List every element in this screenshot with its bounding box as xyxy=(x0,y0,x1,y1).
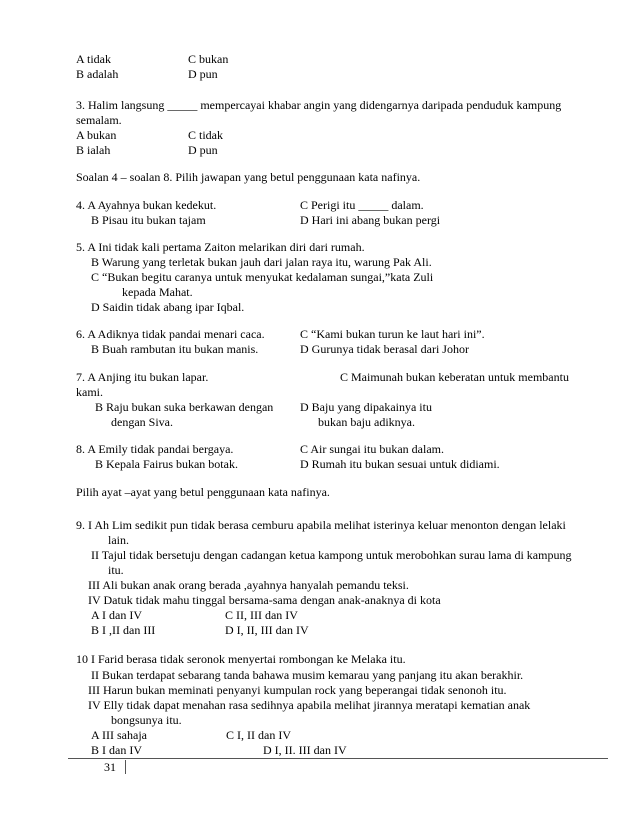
q10-option-c: C I, II dan IV xyxy=(226,728,291,742)
q8-option-a: 8. A Emily tidak pandai bergaya. xyxy=(76,442,234,456)
q9-statement-1-cont: lain. xyxy=(108,533,129,547)
q3-option-c: C tidak xyxy=(188,128,223,142)
q7-option-a: 7. A Anjing itu bukan lapar. xyxy=(76,370,209,384)
section-instruction-2: Pilih ayat –ayat yang betul penggunaan kata nafinya. xyxy=(76,485,330,499)
q9-statement-1: 9. I Ah Lim sedikit pun tidak berasa cemburu apabila melihat isterinya keluar menonton dengan lelaki xyxy=(76,518,566,532)
q10-option-a: A III sahaja xyxy=(91,728,147,742)
q10-statement-4: IV Elly tidak dapat menahan rasa sedihnya apabila melihat jirannya meratapi kematian anak xyxy=(88,698,531,712)
q3-option-d: D pun xyxy=(188,143,218,157)
q9-option-b: B I ,II dan III xyxy=(91,623,156,637)
q9-option-a: A I dan IV xyxy=(91,608,142,622)
q10-statement-1: 10 I Farid berasa tidak seronok menyertai rombongan ke Melaka itu. xyxy=(76,652,406,666)
q6-option-b: B Buah rambutan itu bukan manis. xyxy=(91,342,259,356)
option-a: A tidak xyxy=(76,52,111,66)
q9-statement-2-cont: itu. xyxy=(108,563,124,577)
q4-option-a: 4. A Ayahnya bukan kedekut. xyxy=(76,198,217,212)
option-b: B adalah xyxy=(76,67,119,81)
q9-statement-3: III Ali bukan anak orang berada ,ayahnya hanyalah pemandu teksi. xyxy=(88,578,409,592)
q4-option-b: B Pisau itu bukan tajam xyxy=(91,213,206,227)
q3-option-b: B ialah xyxy=(76,143,111,157)
option-c: C bukan xyxy=(188,52,229,66)
q10-option-b: B I dan IV xyxy=(91,743,142,757)
q3-option-a: A bukan xyxy=(76,128,117,142)
q6-option-c: C “Kami bukan turun ke laut hari ini”. xyxy=(300,327,485,341)
q7-option-b-cont: dengan Siva. xyxy=(111,415,173,429)
q5-option-b: B Warung yang terletak bukan jauh dari jalan raya itu, warung Pak Ali. xyxy=(91,255,432,269)
question-3-cont: semalam. xyxy=(76,113,122,127)
q7-option-b: B Raju bukan suka berkawan dengan xyxy=(95,400,274,414)
q9-option-d: D I, II, III dan IV xyxy=(225,623,309,637)
q7-option-d: D Baju yang dipakainya itu xyxy=(300,400,432,414)
q7-option-c-cont: kami. xyxy=(76,385,103,399)
section-instruction: Soalan 4 – soalan 8. Pilih jawapan yang betul penggunaan kata nafinya. xyxy=(76,170,421,184)
q5-option-d: D Saidin tidak abang ipar Iqbal. xyxy=(91,300,245,314)
q4-option-c: C Perigi itu _____ dalam. xyxy=(300,198,424,212)
q8-option-b: B Kepala Fairus bukan botak. xyxy=(95,457,238,471)
q5-option-c-cont: kepada Mahat. xyxy=(122,285,193,299)
q6-option-d: D Gurunya tidak berasal dari Johor xyxy=(300,342,469,356)
q6-option-a: 6. A Adiknya tidak pandai menari caca. xyxy=(76,327,265,341)
option-d: D pun xyxy=(188,67,218,81)
q9-statement-4: IV Datuk tidak mahu tinggal bersama-sama dengan anak-anaknya di kota xyxy=(88,593,441,607)
q5-option-a: 5. A Ini tidak kali pertama Zaiton melarikan diri dari rumah. xyxy=(76,240,365,254)
q9-statement-2: II Tajul tidak bersetuju dengan cadangan ketua kampong untuk merobohkan surau lama di kampung xyxy=(91,548,572,562)
page-number: 31 xyxy=(104,760,116,774)
q7-option-d-cont: bukan baju adiknya. xyxy=(318,415,415,429)
q10-option-d: D I, II. III dan IV xyxy=(263,743,347,757)
q8-option-c: C Air sungai itu bukan dalam. xyxy=(300,442,444,456)
q9-option-c: C II, III dan IV xyxy=(225,608,298,622)
q8-option-d: D Rumah itu bukan sesuai untuk didiami. xyxy=(300,457,500,471)
q10-statement-2: II Bukan terdapat sebarang tanda bahawa musim kemarau yang panjang itu akan berakhir. xyxy=(91,668,524,682)
q10-statement-3: III Harun bukan meminati penyanyi kumpulan rock yang beperangai tidak senonoh itu. xyxy=(88,683,507,697)
q10-statement-4-cont: bongsunya itu. xyxy=(111,713,182,727)
footer-rule xyxy=(68,758,608,759)
q4-option-d: D Hari ini abang bukan pergi xyxy=(300,213,441,227)
footer-divider xyxy=(125,760,126,774)
q5-option-c: C “Bukan begitu caranya untuk menyukat kedalaman sungai,”kata Zuli xyxy=(91,270,434,284)
question-3: 3. Halim langsung _____ mempercayai khabar angin yang didengarnya daripada penduduk kampung xyxy=(76,98,562,112)
q7-option-c: C Maimunah bukan keberatan untuk membantu xyxy=(340,370,569,384)
